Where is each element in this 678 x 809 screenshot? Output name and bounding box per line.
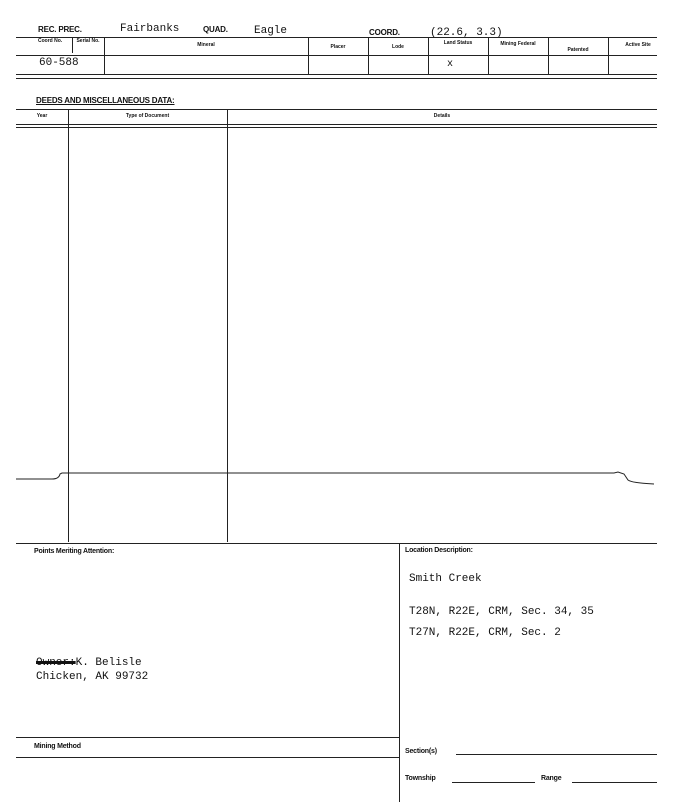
deeds-table-header-rule <box>16 124 657 125</box>
owner-address: Chicken, AK 99732 <box>36 671 149 683</box>
col-header-mining-federal: Mining Federal <box>500 41 536 47</box>
summary-table-top-rule <box>16 37 657 38</box>
summary-col-divider <box>608 38 609 74</box>
location-label: Location Description: <box>405 547 473 554</box>
summary-table-header-rule <box>16 55 657 56</box>
col-header-coord-no: Coord No. <box>38 38 63 44</box>
summary-col-divider <box>368 38 369 74</box>
page-join-seam <box>14 466 660 490</box>
rec-prec-value: Fairbanks <box>120 23 180 35</box>
summary-col-divider <box>488 38 489 74</box>
deeds-col-details: Details <box>433 113 451 119</box>
land-status-mark: x <box>447 59 454 70</box>
deeds-table-top-rule <box>16 109 657 110</box>
deeds-col-type: Type of Document <box>125 113 170 119</box>
col-header-lode: Lode <box>392 44 404 50</box>
mining-top-rule <box>16 737 399 738</box>
deeds-table-header-double-rule <box>16 127 657 128</box>
owner-line <box>36 657 142 669</box>
mining-method-rule <box>16 757 399 758</box>
township-fill-line <box>452 782 535 783</box>
coord-value: (22.6, 3.3) <box>430 27 503 39</box>
location-line-3: T27N, R22E, CRM, Sec. 2 <box>409 627 561 639</box>
col-header-placer: Placer <box>330 44 346 50</box>
deeds-col-year: Year <box>36 113 48 119</box>
location-line-2: T28N, R22E, CRM, Sec. 34, 35 <box>409 606 594 618</box>
summary-col-divider <box>428 38 429 74</box>
summary-col-divider <box>548 38 549 74</box>
summary-table-double-rule <box>16 78 657 79</box>
summary-col-divider <box>72 38 73 53</box>
lower-section-divider <box>399 544 400 802</box>
lower-section-top-rule <box>16 543 657 544</box>
range-label: Range <box>541 775 562 782</box>
points-label: Points Meriting Attention: <box>34 548 115 555</box>
summary-col-divider <box>308 38 309 74</box>
range-fill-line <box>572 782 657 783</box>
owner-name: K. Belisle <box>75 657 142 669</box>
sections-label: Section(s) <box>405 748 437 755</box>
col-header-patented: Patented <box>567 47 589 53</box>
quad-value: Eagle <box>254 25 288 37</box>
col-header-mineral: Mineral <box>197 42 215 48</box>
col-header-serial-no: Serial No. <box>76 38 100 44</box>
deeds-section-title: DEEDS AND MISCELLANEOUS DATA: <box>36 96 175 105</box>
quad-label: QUAD. <box>203 25 228 34</box>
mining-method-label: Mining Method <box>34 743 81 750</box>
coord-label: COORD. <box>369 28 400 37</box>
col-header-land-status: Land Status <box>443 40 473 46</box>
sections-fill-line <box>456 754 657 755</box>
rec-prec-label: REC. PREC. <box>38 25 82 34</box>
owner-struck-label: Owner: <box>36 657 76 669</box>
coord-no-value: 60-588 <box>39 57 79 69</box>
township-label: Township <box>405 775 436 782</box>
summary-table-bottom-rule <box>16 74 657 75</box>
col-header-active-site: Active Site <box>625 42 651 48</box>
location-line-1: Smith Creek <box>409 573 482 585</box>
